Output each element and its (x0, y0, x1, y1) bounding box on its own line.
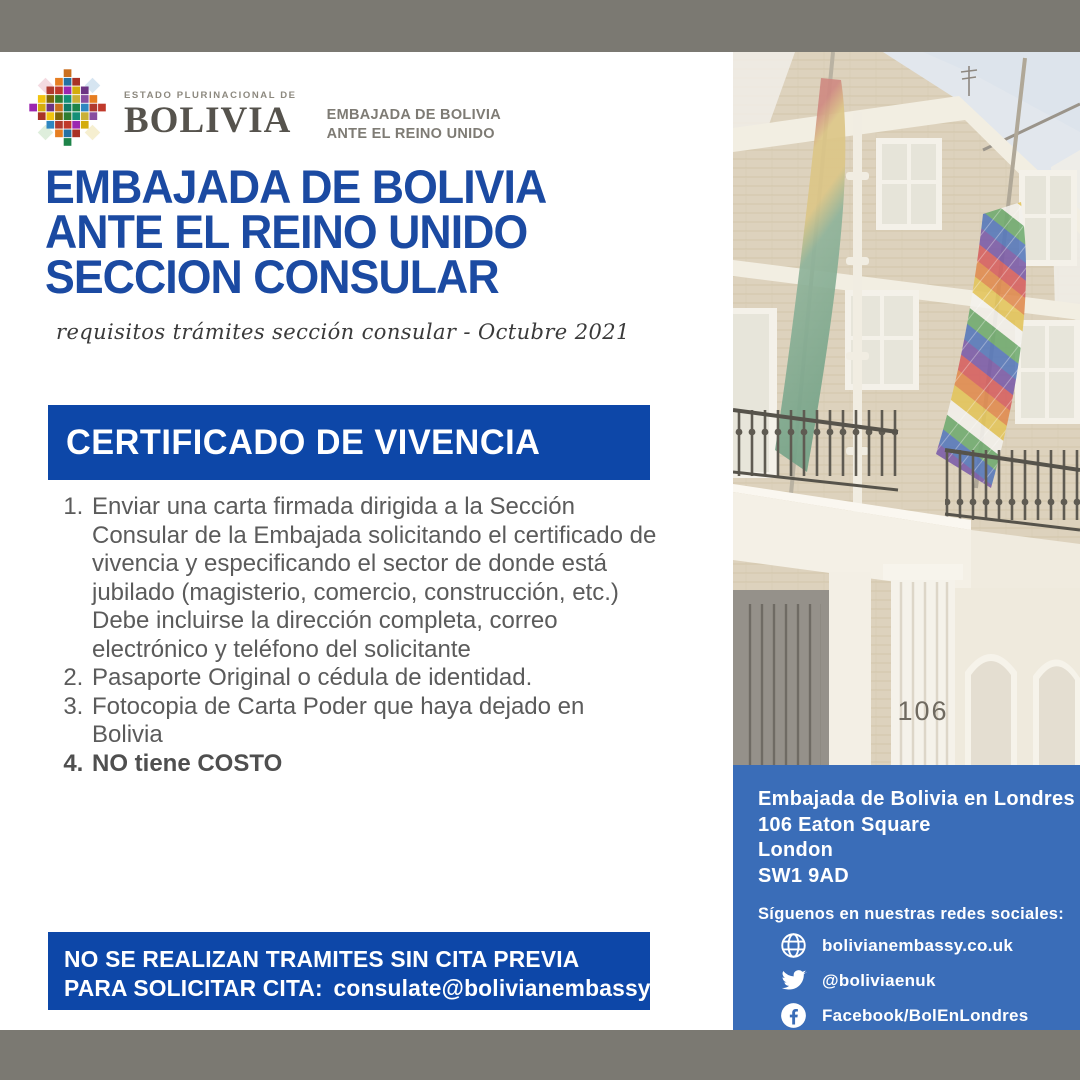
photo-column (733, 52, 1080, 1030)
social-heading: Síguenos en nuestras redes sociales: (758, 905, 1065, 923)
page-title (45, 160, 547, 303)
requirement-item-3: 3. Fotocopia de Carta Poder que haya dejado en Bolivia (90, 693, 660, 750)
facebook-label: Facebook/BolEnLondres (822, 1005, 1029, 1025)
page-title-line1: EMBAJADA DE BOLIVIA (45, 160, 547, 213)
logo-wordmark (124, 64, 297, 140)
notice-line1: NO SE REALIZAN TRAMITES SIN CITA PREVIA (64, 946, 580, 972)
address-line1: Embajada de Bolivia en Londres (758, 788, 1075, 810)
website-link[interactable] (780, 928, 1029, 963)
facebook-icon (780, 1002, 807, 1029)
notice-banner (48, 932, 717, 1010)
frame-top-bar (0, 0, 1080, 52)
twitter-link[interactable] (780, 963, 1029, 998)
social-links (780, 928, 1029, 1033)
embassy-building-photo (733, 52, 1080, 765)
website-label: bolivianembassy.co.uk (822, 935, 1014, 955)
flyer-page (0, 52, 1080, 1030)
logo-small-label: ESTADO PLURINACIONAL DE (124, 90, 297, 101)
section-banner (48, 405, 650, 480)
house-number: 106 (897, 696, 949, 726)
embassy-logo-block (24, 64, 501, 152)
logo-org-line2: ANTE EL REINO UNIDO (326, 126, 495, 142)
facebook-link[interactable] (780, 998, 1029, 1033)
embassy-address (758, 787, 1075, 889)
notice-cta-label: PARA SOLICITAR CITA: (64, 975, 323, 1001)
page-subtitle: requisitos trámites sección consular - Octubre 2021 (56, 320, 630, 344)
balcony-railing-right (945, 450, 1080, 530)
requirement-item-4: 4. NO tiene COSTO (90, 750, 660, 779)
twitter-icon (780, 967, 807, 994)
logo-org-line1: EMBAJADA DE BOLIVIA (326, 107, 501, 123)
globe-icon (780, 932, 807, 959)
side-pier (829, 572, 871, 765)
contact-email[interactable]: consulate@bolivianembassy.co.uk (333, 975, 717, 1001)
address-line4: SW1 9AD (758, 864, 850, 887)
frame-bottom-bar (0, 1030, 1080, 1080)
logo-org-label (327, 64, 501, 144)
requirement-item-1: 1. Enviar una carta firmada dirigida a la Sección Consular de la Embajada solicitando el certificado de vivencia y especificando el sector de donde está jubilado (magisterio, comercio, construcción, etc.) Debe incluirse la dirección completa, correo electrónico y teléfono del solicitante (90, 493, 660, 664)
address-line3: London (758, 839, 834, 861)
logo-country-label: BOLIVIA (124, 100, 292, 141)
page-title-line3: SECCION CONSULAR (45, 250, 499, 303)
notice-line2 (64, 974, 717, 1003)
contact-info-box (733, 765, 1080, 1030)
requirement-item-2: 2. Pasaporte Original o cédula de identidad. (90, 664, 660, 693)
portico-column (883, 564, 963, 765)
page-title-line2: ANTE EL REINO UNIDO (45, 205, 528, 258)
section-heading: CERTIFICADO DE VIVENCIA (66, 422, 541, 462)
twitter-label: @boliviaenuk (822, 970, 936, 990)
bolivia-chakana-logo-icon (24, 64, 112, 152)
requirements-list (48, 493, 660, 778)
address-line2: 106 Eaton Square (758, 813, 931, 836)
